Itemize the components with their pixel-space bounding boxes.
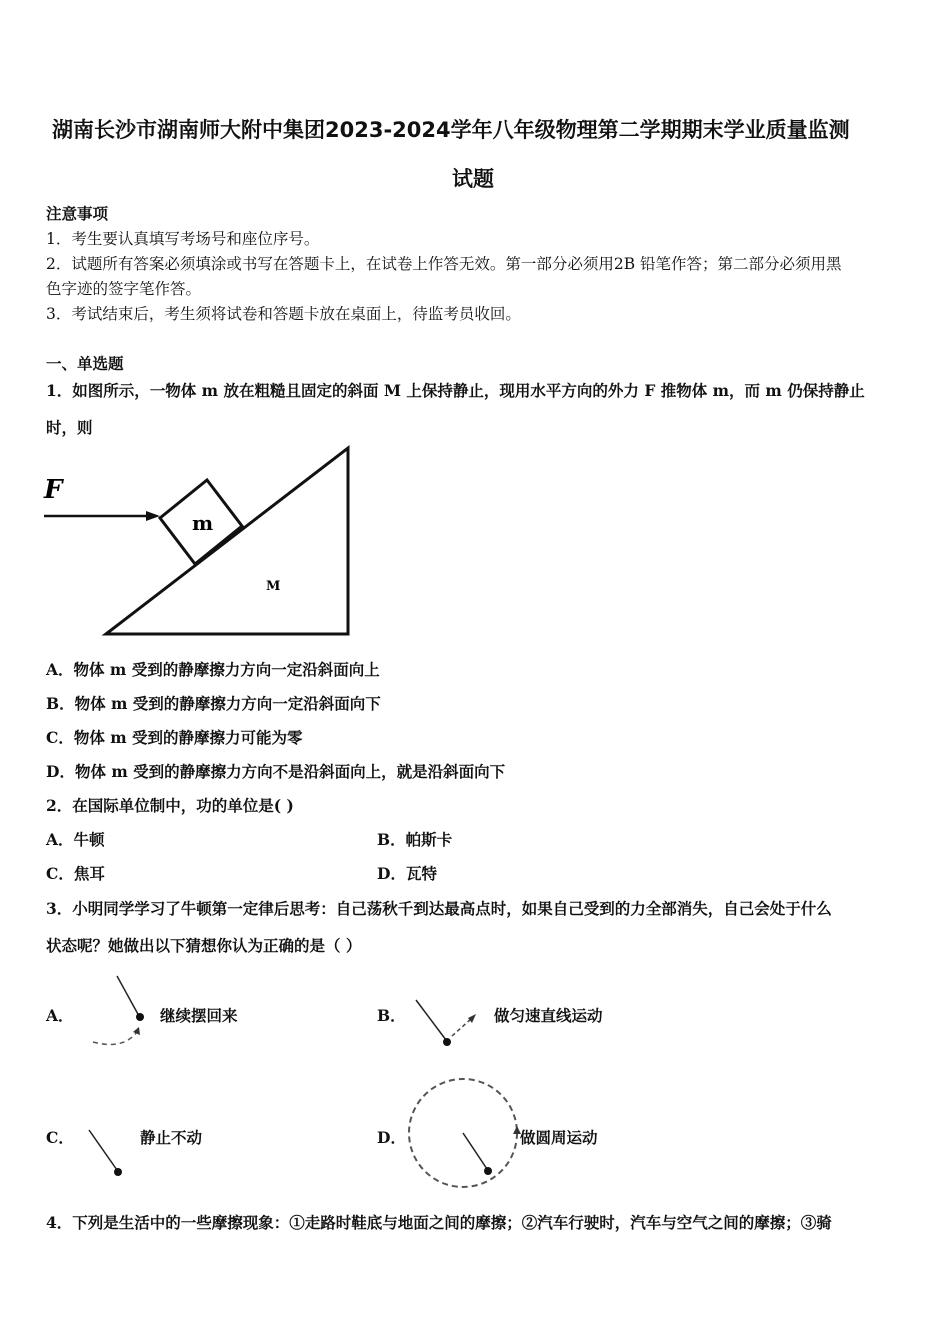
q3-option-a-caption: 继续摆回来 [160,1006,238,1025]
q3-stem-cont: 状态呢？她做出以下猜想你认为正确的是（ ） [46,936,362,955]
section-heading: 一、单选题 [46,354,124,373]
q2-option-c: C．焦耳 [46,864,105,883]
notice-item-1: 1．考生要认真填写考场号和座位序号。 [46,230,320,248]
q1-option-a: A．物体 m 受到的静摩擦力方向一定沿斜面向上 [46,660,380,679]
q1-stem-cont: 时，则 [46,418,93,437]
q3-option-d-letter: D． [377,1128,406,1147]
q1-option-d: D．物体 m 受到的静摩擦力方向不是沿斜面向上，就是沿斜面向下 [46,762,506,781]
notice-item-2-cont: 色字迹的签字笔作答。 [46,280,202,298]
q3-option-d-figure [405,1074,525,1194]
q3-option-a-letter: A． [46,1006,74,1025]
q2-option-b: B．帕斯卡 [377,830,453,849]
notice-item-3: 3．考试结束后，考生须将试卷和答题卡放在桌面上，待监考员收回。 [46,305,521,323]
q3-option-b-caption: 做匀速直线运动 [494,1006,603,1025]
q4-stem: 4．下列是生活中的一些摩擦现象：①走路时鞋底与地面之间的摩擦；②汽车行驶时，汽车与空气之间的摩擦；③骑 [46,1213,832,1232]
incline-M [106,448,348,634]
q2-option-d: D．瓦特 [377,864,437,883]
notice-heading: 注意事项 [46,204,109,223]
q1-option-b: B．物体 m 受到的静摩擦力方向一定沿斜面向下 [46,694,381,713]
q2-stem: 2．在国际单位制中，功的单位是( ) [46,796,294,815]
q3-option-b-letter: B． [377,1006,406,1025]
block-label: m [192,511,214,535]
q1-stem: 1．如图所示，一物体 m 放在粗糙且固定的斜面 M 上保持静止，现用水平方向的外力 F 推物体 m，而 m 仍保持静止 [46,381,865,400]
q3-option-d-caption: 做圆周运动 [520,1128,598,1147]
page-title: 湖南长沙市湖南师大附中集团2023-2024学年八年级物理第二学期期末学业质量监测 [52,118,850,142]
q3-option-c-caption: 静止不动 [140,1128,203,1147]
q1-option-c: C．物体 m 受到的静摩擦力可能为零 [46,728,303,747]
q3-option-b-figure [410,992,490,1052]
q3-stem: 3．小明同学学习了牛顿第一定律后思考：自己荡秋千到达最高点时，如果自己受到的力全部消失，自己会处于什么 [46,899,832,918]
q3-option-c-letter: C． [46,1128,74,1147]
page-title-line2: 试题 [452,167,494,191]
q2-option-a: A．牛顿 [46,830,105,849]
force-label: F [44,475,63,505]
incline-label: M [266,579,281,594]
force-arrowhead [146,511,160,521]
q1-incline-figure [40,442,360,642]
q3-option-c-figure [85,1126,135,1186]
notice-item-2: 2．试题所有答案必须填涂或书写在答题卡上，在试卷上作答无效。第一部分必须用2B 铅笔作答；第二部分必须用黑 [46,255,842,273]
